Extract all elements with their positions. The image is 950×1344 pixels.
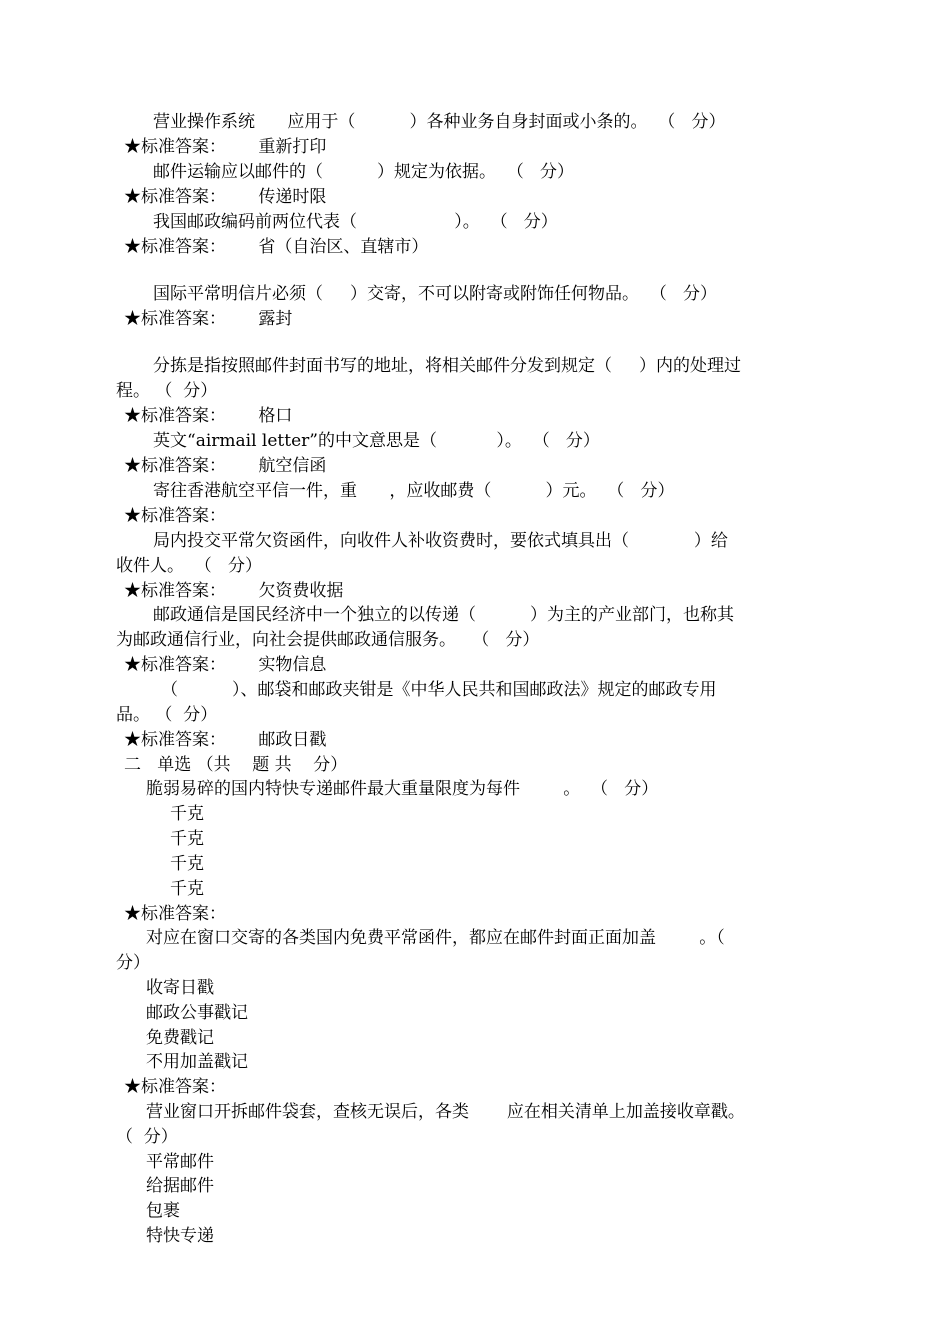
answer-line: ★标准答案： 格口 <box>124 406 293 426</box>
question-text: 营业窗口开拆邮件袋套，查核无误后，各类 应在相关清单上加盖接收章戳。 <box>146 1102 745 1122</box>
question-text-cont: 为邮政通信行业，向社会提供邮政通信服务。 （ 分） <box>116 630 540 650</box>
answer-line: ★标准答案： 欠资费收据 <box>124 581 344 601</box>
question-text: 对应在窗口交寄的各类国内免费平常函件，都应在邮件封面正面加盖 。（ <box>146 928 725 948</box>
option-item: 包裹 <box>146 1201 180 1221</box>
question-text-cont: 收件人。 （ 分） <box>116 556 263 576</box>
option-item: 平常邮件 <box>146 1152 214 1172</box>
question-text-cont: （ 分） <box>116 1127 178 1147</box>
answer-line: ★标准答案： 露封 <box>124 309 293 329</box>
option-item: 千克 <box>170 879 204 899</box>
answer-line: ★标准答案： <box>124 506 226 526</box>
option-item: 给据邮件 <box>146 1176 214 1196</box>
question-text-cont: 程。 （ 分） <box>116 381 218 401</box>
question-text: 寄往香港航空平信一件，重 ，应收邮费（ ）元。 （ 分） <box>153 481 675 501</box>
answer-line: ★标准答案： 邮政日戳 <box>124 730 327 750</box>
question-text: 我国邮政编码前两位代表（ ）。 （ 分） <box>153 212 558 232</box>
question-text: 分拣是指按照邮件封面书写的地址，将相关邮件分发到规定（ ）内的处理过 <box>153 356 742 376</box>
answer-line: ★标准答案： 传递时限 <box>124 187 327 207</box>
question-text: 营业操作系统 应用于（ ）各种业务自身封面或小条的。 （ 分） <box>153 112 726 132</box>
question-text: 脆弱易碎的国内特快专递邮件最大重量限度为每件 。 （ 分） <box>146 779 659 799</box>
option-item: 不用加盖戳记 <box>146 1052 248 1072</box>
answer-line: ★标准答案： 重新打印 <box>124 137 327 157</box>
option-item: 千克 <box>170 829 204 849</box>
question-text: （ ）、邮袋和邮政夹钳是《中华人民共和国邮政法》规定的邮政专用 <box>161 680 717 700</box>
question-text: 国际平常明信片必须（ ）交寄，不可以附寄或附饰任何物品。 （ 分） <box>153 284 718 304</box>
answer-line: ★标准答案： <box>124 904 226 924</box>
answer-line: ★标准答案： 航空信函 <box>124 456 327 476</box>
question-text-cont: 分） <box>116 953 150 973</box>
option-item: 邮政公事戳记 <box>146 1003 248 1023</box>
option-item: 千克 <box>170 854 204 874</box>
question-text-cont: 品。 （ 分） <box>116 705 218 725</box>
option-item: 免费戳记 <box>146 1028 214 1048</box>
question-text: 局内投交平常欠资函件，向收件人补收资费时，要依式填具出（ ）给 <box>153 531 728 551</box>
question-text: 英文“airmail letter”的中文意思是（ ）。 （ 分） <box>153 431 600 451</box>
option-item: 千克 <box>170 804 204 824</box>
answer-line: ★标准答案： 实物信息 <box>124 655 327 675</box>
question-text: 邮政通信是国民经济中一个独立的以传递（ ）为主的产业部门，也称其 <box>153 605 735 625</box>
option-item: 收寄日戳 <box>146 978 214 998</box>
option-item: 特快专递 <box>146 1226 214 1246</box>
question-text: 邮件运输应以邮件的（ ）规定为依据。 （ 分） <box>153 162 575 182</box>
section-heading: 二 单选 （共 题 共 分） <box>124 755 348 775</box>
answer-line: ★标准答案： <box>124 1077 226 1097</box>
answer-line: ★标准答案： 省（自治区、直辖市） <box>124 237 429 257</box>
